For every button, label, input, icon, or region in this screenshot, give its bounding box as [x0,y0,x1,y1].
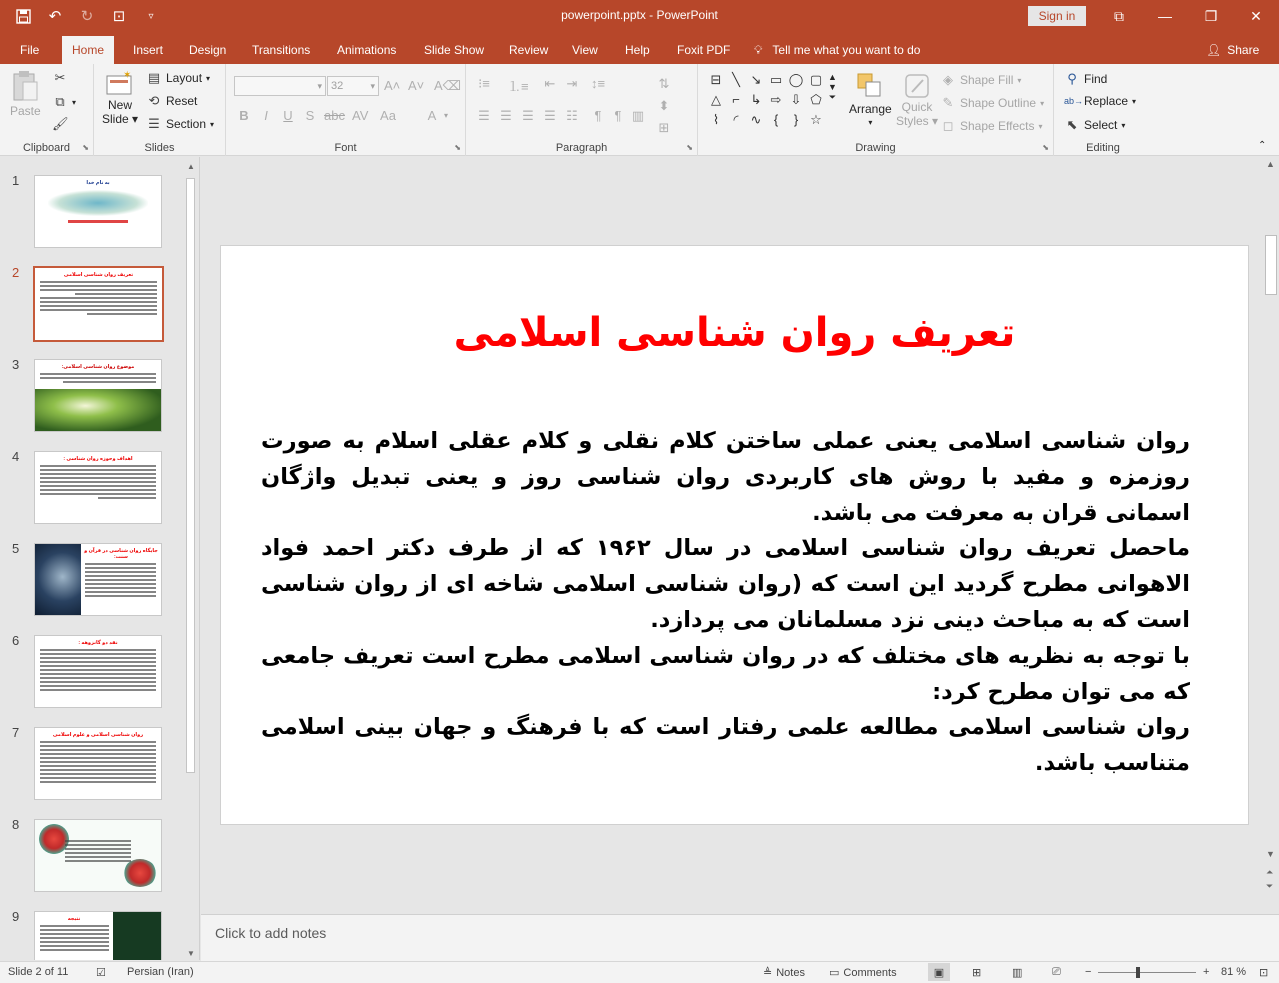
slides-group [94,64,226,156]
thumbnail-image: نقد دو گانزوهه : [34,635,162,708]
thumbnail-image: جایگاه روان شناسی در قرآن و سنت: [34,543,162,616]
ribbon-home [0,64,1279,156]
slide-title[interactable]: تعریف روان شناسی اسلامی [453,310,1016,356]
strikethrough-icon[interactable]: abc [324,108,345,123]
tell-me-text: Tell me what you want to do [772,43,921,57]
slide-thumbnails-pane [0,157,200,960]
arrange-icon [856,72,884,100]
reset-icon: ⟲ [148,93,160,108]
thumbnail-image: نتیجه [34,911,162,960]
arc-shape-icon[interactable]: ◜ [733,112,739,127]
ribbon-display-options-icon[interactable]: ⧉ [1114,7,1124,24]
bullets-icon[interactable]: ⁝≡ [478,76,490,91]
format-painter-icon[interactable]: 🖌︎ [52,116,69,131]
current-slide[interactable] [220,245,1249,825]
justify-icon[interactable]: ☰ [544,108,556,123]
triangle-shape-icon[interactable]: △ [711,92,721,107]
status-bar [0,961,1279,983]
pen-icon: ✎ [942,95,954,110]
comment-icon: ▭ [829,967,840,979]
notes-placeholder[interactable]: Click to add notes [215,925,327,941]
align-left-icon[interactable]: ☰ [478,108,490,123]
previous-slide-icon[interactable]: ⏶ [1266,867,1274,877]
thumbnails-scrollbar[interactable] [183,160,198,960]
body-paragraph: با توجه به نظریه های مختلف که در روان شناسی اسلامی مطرح است تعریف جامعی که می توان مطرح کرد: [261,642,1190,705]
ornament-image [48,190,148,216]
paste-button[interactable]: Paste [10,70,41,118]
slide-thumbnail-6[interactable]: 6 نقد دو گانزوهه : [0,617,183,697]
new-slide-icon [105,70,135,98]
section-icon: ☰ [148,116,160,131]
star-shape-icon[interactable]: ☆ [810,112,822,127]
nature-image [35,389,161,431]
tab-insert[interactable]: Insert [133,43,164,57]
underline-icon[interactable]: U [283,108,293,123]
thumbnail-image: موضوع روان شناسی اسلامی: [34,359,162,432]
language-indicator[interactable]: Persian (Iran) [127,966,194,978]
drawing-group-label: Drawing [855,142,896,154]
title-bar [0,0,1279,32]
tab-help[interactable]: Help [625,43,650,57]
increase-indent-icon[interactable]: ⇥ [566,76,578,91]
convert-to-smartart-icon[interactable]: ⊞ [658,120,670,135]
slide-thumbnail-3[interactable]: 3 موضوع روان شناسی اسلامی: [0,341,183,421]
right-arrow-shape-icon[interactable]: ⇨ [770,92,782,107]
shape-fill-button[interactable]: ◈ Shape Fill ▾ [940,72,1021,88]
dialog-launcher-icon[interactable]: ⬊ [454,143,461,152]
cut-icon[interactable]: ✂ [54,70,66,85]
restore-icon[interactable]: ❐ [1204,7,1218,24]
slide-thumbnail-9[interactable]: 9 نتیجه [0,893,183,960]
scroll-up-icon[interactable]: ▲ [1266,159,1275,169]
ltr-icon[interactable]: ¶ [594,108,602,123]
editing-group-label: Editing [1086,142,1120,154]
align-center-icon[interactable]: ☰ [500,108,512,123]
next-slide-icon[interactable]: ⏷ [1266,881,1274,891]
lightbulb-icon: 💡︎ [754,42,763,57]
zoom-in-icon[interactable]: + [1203,966,1210,978]
thumbnail-image: اهداف وحوزه روان شناسی : [34,451,162,524]
editing-group [1054,64,1152,156]
slide-body-text[interactable] [261,424,1190,782]
dialog-launcher-icon[interactable]: ⬊ [686,143,693,152]
comments-button[interactable]: ▭ Comments [829,966,897,979]
font-size-combo[interactable]: 32 ▾ [327,76,379,96]
spelling-check-icon[interactable]: ☑ [96,967,106,979]
shape-effects-button[interactable]: ◻ Shape Effects ▾ [940,118,1043,134]
thumbnail-image [34,819,162,892]
rtl-icon[interactable]: ¶ [614,108,622,123]
collapse-ribbon-icon[interactable]: ⌃ [1258,140,1267,151]
person-icon: 👤︎ [1206,43,1222,57]
notes-icon: ≜ [763,967,773,979]
font-name-combo[interactable]: ▾ [234,76,326,96]
copy-icon[interactable]: ⧉ ▾ [55,94,77,109]
new-slide-button[interactable]: ✶ New Slide ▾ [102,70,139,126]
sign-in-button[interactable]: Sign in [1028,6,1086,26]
slide-thumbnail-8[interactable]: 8 [0,801,183,881]
close-icon[interactable]: ✕ [1250,7,1262,24]
clipboard-group [0,64,94,156]
redo-icon[interactable]: ↻ [80,8,94,25]
minimize-icon[interactable]: — [1158,8,1172,24]
font-group [226,64,466,156]
zoom-slider-thumb[interactable] [1136,967,1140,978]
text-direction-icon[interactable]: ⇅ [658,76,670,91]
zoom-level[interactable]: 81 % [1221,966,1247,978]
arrow-shape-icon[interactable]: ↘ [750,72,762,87]
paste-icon [10,70,40,102]
quick-access-toolbar [10,4,164,28]
scroll-thumb[interactable] [186,178,195,773]
slide-thumbnail-4[interactable]: 4 اهداف وحوزه روان شناسی : [0,433,183,513]
tab-file[interactable]: File [20,43,40,57]
share-button[interactable] [1206,36,1259,64]
textbox-shape-icon[interactable]: ⊟ [710,72,722,87]
oval-shape-icon[interactable]: ◯ [788,72,804,87]
normal-view-icon[interactable]: ▣ [928,963,950,981]
columns-icon[interactable]: ▥ [631,108,645,123]
scroll-up-icon[interactable]: ▲ [187,162,195,171]
tab-view[interactable]: View [572,43,598,57]
undo-icon[interactable]: ↶ [48,8,62,25]
zoom-out-icon[interactable]: − [1085,966,1092,978]
effects-icon: ◻ [942,118,954,133]
share-label: Share [1227,43,1260,57]
slide-sorter-view-icon[interactable]: ⊞ [972,967,982,979]
customize-toolbar-icon[interactable]: ▿ [148,10,154,22]
curve-shape-icon[interactable]: ⌇ [712,112,720,127]
scroll-down-icon[interactable]: ▼ [187,949,195,958]
dialog-launcher-icon[interactable]: ⬊ [82,143,89,152]
slideshow-from-start-icon[interactable]: ⊡ [112,8,126,25]
thumbnail-image: به نام خدا [34,175,162,248]
slides-group-label: Slides [144,142,175,154]
connector-shape-icon[interactable]: ⌐ [732,92,740,107]
layout-icon: ▤ [147,70,161,85]
slide-thumbnail-7[interactable]: 7 روان شناسی اسلامی و علوم اسلامی [0,709,183,789]
shapes-gallery-scroll[interactable]: ▲ ▼ ⏷ [828,72,837,102]
tab-review[interactable]: Review [509,43,549,57]
find-button[interactable]: ⚲ Find [1064,71,1107,87]
thumbnail-image: تعریف روان شناسی اسلامی [33,266,164,342]
tell-me-search[interactable] [754,36,920,64]
character-spacing-icon[interactable]: AV [352,108,369,123]
decrease-indent-icon[interactable]: ⇤ [544,76,556,91]
arrange-button[interactable]: Arrange ▾ [849,72,892,127]
line-spacing-icon[interactable]: ↕≡ [590,76,606,91]
replace-button[interactable]: ab→ Replace ▾ [1064,94,1137,108]
slide-thumbnail-2[interactable]: 2 تعریف روان شناسی اسلامی [0,249,183,329]
zoom-slider-track[interactable] [1098,972,1196,973]
slide-scrollbar[interactable] [1263,157,1279,914]
body-paragraph: ماحصل تعریف روان شناسی اسلامی در سال ۱۹۶۲ که از طرف دکتر احمد فواد الاهوانی مطرح گردید این است که (روان شناسی اسلامی شاخه ای از روان شناسی است که به مباحث دینی نزد مسلمانان می پردازد. [261,535,1190,633]
slide-show-view-icon[interactable]: ⎚ [1052,966,1061,978]
window-title: powerpoint.pptx - PowerPoint [561,8,718,22]
quick-styles-button[interactable]: Quick Styles ▾ [896,72,938,128]
body-paragraph: روان شناسی اسلامی یعنی عملی ساختن کلام نقلی و کلام عقلی اسلام به صورت روزمزه و مفید با روش های کاربردی روان شناسی روز و یعنی تبدیل واژگان اسمانی قران به معرفت می باشد. [261,428,1190,526]
thumbnail-image: روان شناسی اسلامی و علوم اسلامی [34,727,162,800]
rectangle-shape-icon[interactable]: ▭ [769,72,783,87]
slide-editing-area [201,157,1263,914]
flower-image [123,859,157,887]
slide-thumbnail-5[interactable]: 5 جایگاه روان شناسی در قرآن و سنت: [0,525,183,605]
bold-icon[interactable]: B [239,108,249,123]
rounded-rectangle-shape-icon[interactable]: ▢ [809,72,823,87]
section-button[interactable]: ☰ Section ▾ [146,116,214,132]
paragraph-group [466,64,698,156]
reading-view-icon[interactable]: ▥ [1012,967,1023,979]
paragraph-group-label: Paragraph [555,142,608,154]
notes-button[interactable]: ≜ Notes [763,966,805,979]
line-shape-icon[interactable]: ╲ [732,72,740,87]
slide-thumbnail-1[interactable]: 1 به نام خدا [0,157,183,237]
slide-counter: Slide 2 of 11 [8,966,69,978]
face-image [35,544,81,616]
reset-button[interactable]: ⟲ Reset [146,93,197,109]
change-case-icon[interactable]: Aa [380,108,396,123]
quick-styles-icon [903,72,931,100]
font-color-icon[interactable]: A ▾ [427,108,449,123]
layout-button[interactable]: ▤ Layout ▾ [147,70,211,85]
right-brace-shape-icon[interactable]: } [793,112,799,127]
down-arrow-shape-icon[interactable]: ⇩ [790,92,802,107]
fit-to-window-icon[interactable]: ⊡ [1259,967,1269,979]
select-button[interactable]: ⬉ Select ▾ [1064,117,1125,133]
body-paragraph: روان شناسی اسلامی مطالعه علمی رفتار است که با فرهنگ و جهان بینی اسلامی متناسب باشد. [261,714,1190,777]
tab-transitions[interactable]: Transitions [252,43,311,57]
tab-design[interactable]: Design [189,43,227,57]
tab-home[interactable]: Home [62,36,114,64]
wave-shape-icon[interactable]: ∿ [750,112,762,127]
increase-font-size-icon[interactable]: A˄ [384,78,401,93]
left-brace-shape-icon[interactable]: { [773,112,779,127]
align-right-icon[interactable]: ☰ [522,108,534,123]
tab-animations[interactable]: Animations [337,43,397,57]
shape-outline-button[interactable]: ✎ Shape Outline ▾ [940,95,1044,111]
save-icon[interactable] [10,4,36,28]
distributed-icon[interactable]: ☷ [566,108,578,123]
align-text-icon[interactable]: ⬍ [658,98,670,113]
decrease-font-size-icon[interactable]: A˅ [408,78,425,93]
paint-bucket-icon: ◈ [943,72,953,87]
numbering-icon[interactable]: ⒈≡ [508,79,529,94]
font-group-label: Font [334,142,357,154]
tab-slide-show[interactable]: Slide Show [424,43,485,57]
callout-shape-icon[interactable]: ⬠ [810,92,822,107]
elbow-arrow-shape-icon[interactable]: ↳ [750,92,762,107]
tab-foxit-pdf[interactable]: Foxit PDF [677,43,731,57]
find-icon: ⚲ [1067,71,1077,86]
ribbon-tabs [0,32,1279,64]
dialog-launcher-icon[interactable]: ⬊ [1042,143,1049,152]
shadow-icon[interactable]: S [305,108,315,123]
scroll-thumb[interactable] [1265,235,1277,295]
book-cover-image [113,912,161,960]
shapes-gallery[interactable] [706,70,828,132]
clipboard-group-label: Clipboard [22,142,71,154]
clear-formatting-icon[interactable]: A⌫ [434,78,462,93]
svg-text:✶: ✶ [123,70,132,81]
notes-pane[interactable] [201,914,1279,961]
scroll-down-icon[interactable]: ▼ [1266,849,1275,859]
replace-icon: ab→ [1064,96,1084,106]
italic-icon[interactable]: I [264,108,268,123]
cursor-icon: ⬉ [1066,117,1078,132]
